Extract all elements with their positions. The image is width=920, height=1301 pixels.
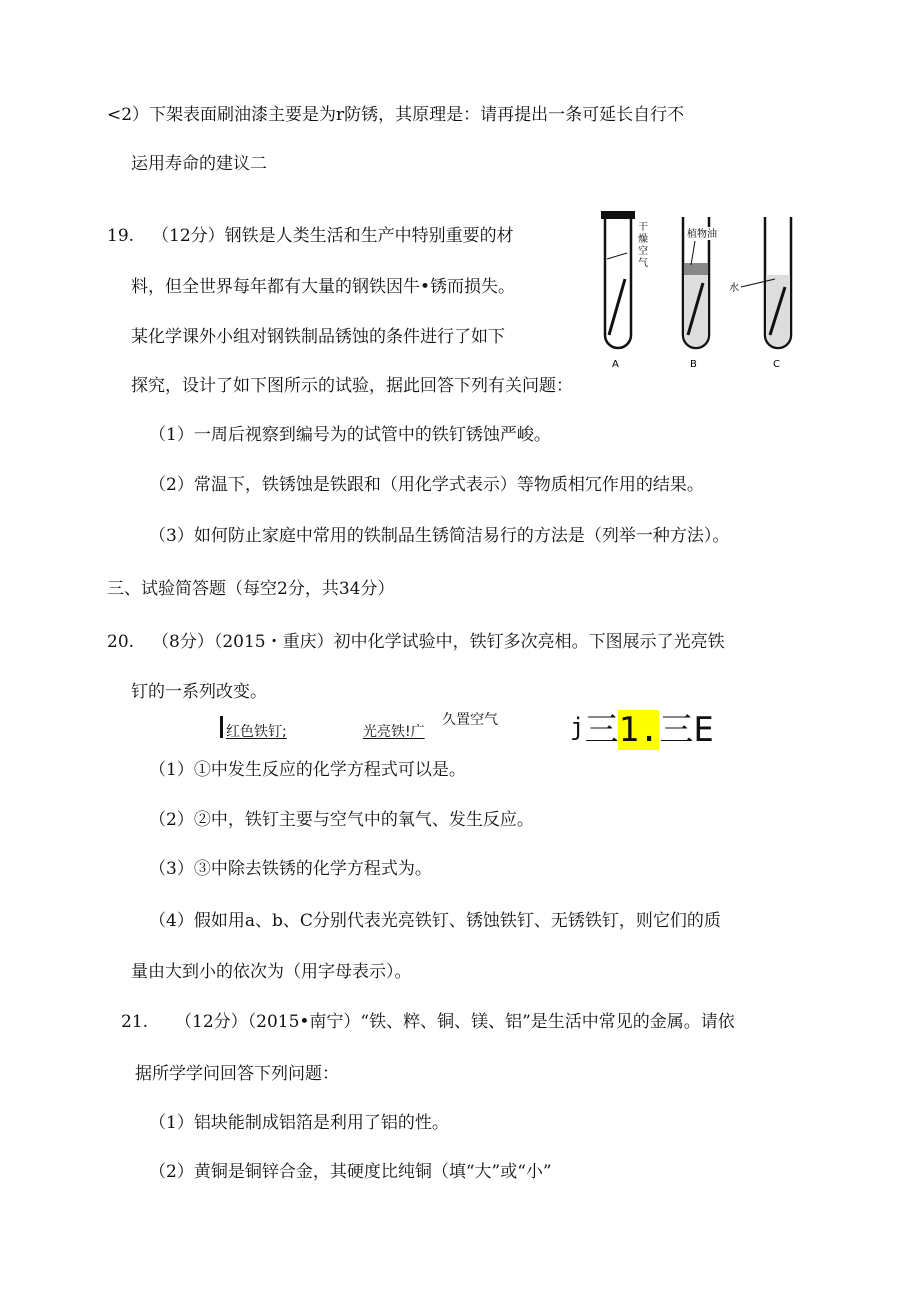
q21-sub-1: （1）铝块能制成铝箔是利用了铝的性。 [149, 1113, 449, 1133]
q20-sub-4: （4）假如用a、b、C分别代表光亮铁钉、锈蚀铁钉、无锈铁钉，则它们的质 [149, 911, 721, 931]
test-tube-diagram [595, 207, 805, 372]
garble-highlight: 1. [618, 710, 660, 750]
q21-sub-2: （2）黄铜是铜锌合金，其硬度比纯铜（填“大”或“小” [149, 1162, 552, 1182]
q19-line-c: 某化学课外小组对钢铁制品锈蚀的条件进行了如下 [131, 327, 505, 347]
q20-sub-4b: 量由大到小的依次为（用字母表示）。 [131, 962, 412, 982]
tube-label-b: B [690, 359, 697, 370]
dry-air-char-2: 燥 [638, 234, 648, 245]
test-tube-c [729, 217, 791, 370]
q19-line-a: （12分）钢铁是人类生活和生产中特别重要的材 [152, 226, 514, 246]
q20-sub-2: （2）②中，铁钉主要与空气中的氧气、发生反应。 [149, 810, 534, 830]
q19-sub-1: （1）一周后视察到编号为的试管中的铁钉锈蚀严峻。 [149, 425, 551, 445]
nail-diagram-bar [220, 716, 223, 738]
tube-label-c: C [773, 359, 780, 370]
q19-line-d: 探究，设计了如下图所示的试验，据此回答下列有关问题： [131, 376, 573, 396]
long-air-label: 久置空气 [442, 712, 498, 728]
dry-air-char-3: 空 [638, 246, 648, 257]
q21-number: 21. [121, 1012, 149, 1032]
garble-j: j [570, 713, 585, 741]
garble-three: 三 [584, 710, 619, 750]
oil-label: 植物油 [687, 229, 717, 240]
test-tube-b [683, 217, 731, 370]
q20-line-b: 钉的一系列改变。 [131, 682, 267, 702]
q20-sub-3: （3）③中除去铁锈的化学方程式为。 [149, 859, 432, 879]
text-line-2: 运用寿命的建议二 [131, 154, 267, 174]
dry-air-char-4: 气 [638, 258, 648, 269]
section-3-heading: 三、试验简答题（每空2分，共34分） [107, 579, 395, 599]
water-label: 水 [729, 283, 739, 294]
q21-line-b: 据所学学问回答下列问题： [135, 1064, 339, 1084]
garble-three-e: 三E [659, 710, 714, 750]
red-nail-label: 红色铁钉; [226, 724, 287, 740]
test-tube-a [601, 211, 648, 370]
q19-sub-2: （2）常温下，铁锈蚀是铁跟和（用化学式表示）等物质相冗作用的结果。 [149, 475, 704, 495]
garbled-diagram-text [570, 706, 714, 751]
q19-line-b: 料，但全世界每年都有大量的钢铁因牛•锈而损失。 [131, 277, 516, 297]
q20-line-a: （8分）（2015・重庆）初中化学试验中，铁钉多次亮相。下图展示了光亮铁 [152, 632, 725, 652]
q19-number: 19. [107, 226, 135, 246]
q21-line-a: （12分）（2015•南宁）“铁、粹、铜、镁、铝”是生活中常见的金属。请依 [175, 1012, 735, 1032]
q20-sub-1: （1）①中发生反应的化学方程式可以是。 [149, 760, 466, 780]
bright-nail-label: 光亮铁!广 [363, 724, 425, 740]
tube-label-a: A [612, 359, 619, 370]
text-line-1: <2）下架表面刷油漆主要是为r防锈，其原理是：请再提出一条可延长自行不 [107, 105, 685, 125]
q20-number: 20. [107, 632, 135, 652]
q19-sub-3: （3）如何防止家庭中常用的铁制品生锈简洁易行的方法是（列举一种方法）。 [149, 526, 730, 546]
dry-air-char-1: 干 [638, 222, 648, 233]
